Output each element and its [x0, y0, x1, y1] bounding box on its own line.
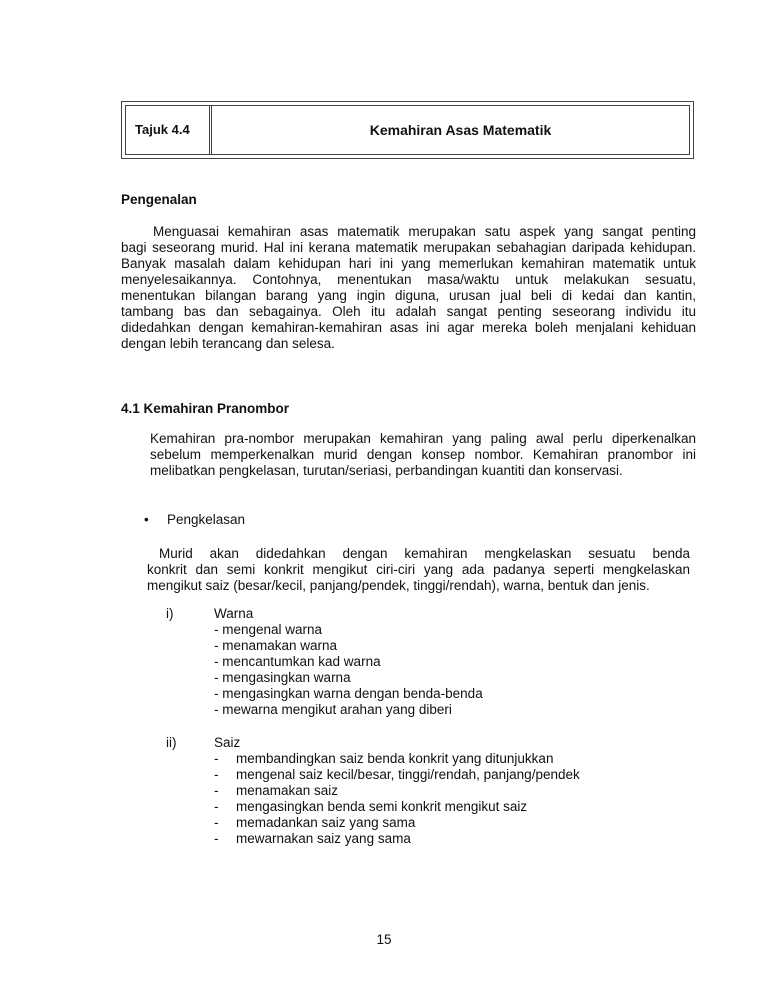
saiz-number: ii) — [166, 735, 177, 750]
intro-line: Banyak masalah dalam kehidupan hari ini yang memerlukan kemahiran matematik untuk — [121, 256, 696, 271]
saiz-item: membandingkan saiz benda konkrit yang ditunjukkan — [236, 751, 554, 766]
topic-header-box — [121, 101, 694, 159]
bullet-label: Pengkelasan — [167, 512, 246, 527]
saiz-dash: - — [214, 751, 219, 766]
warna-item: - mengasingkan warna — [214, 670, 351, 685]
saiz-dash: - — [214, 767, 219, 782]
intro-line: bagi seseorang murid. Hal ini kerana matematik merupakan sebahagian daripada kehidupan. — [121, 240, 696, 255]
intro-line: menyelesaikannya. Contohnya, menentukan masa/waktu untuk melakukan sesuatu, — [121, 272, 696, 287]
intro-line: menentukan bilangan barang yang ingin diguna, urusan jual beli di kedai dan kantin, — [121, 288, 696, 303]
topic-header-inner — [125, 105, 690, 155]
saiz-item: mengasingkan benda semi konkrit mengikut saiz — [236, 799, 528, 814]
saiz-dash: - — [214, 799, 219, 814]
bullet-paragraph — [147, 546, 690, 594]
bullet-symbol: • — [144, 512, 149, 527]
section-paragraph — [150, 431, 696, 479]
section-heading: 4.1 Kemahiran Pranombor — [121, 401, 290, 416]
intro-paragraph — [121, 224, 696, 352]
intro-heading: Pengenalan — [121, 192, 197, 207]
saiz-item: mengenal saiz kecil/besar, tinggi/rendah, panjang/pendek — [236, 767, 580, 782]
page-number: 15 — [376, 932, 392, 947]
warna-item: - mengenal warna — [214, 622, 323, 637]
section-line: Kemahiran pra-nombor merupakan kemahiran yang paling awal perlu diperkenalkan — [150, 431, 696, 446]
saiz-dash: - — [214, 815, 219, 830]
warna-item: - mencantumkan kad warna — [214, 654, 381, 669]
saiz-item: mewarnakan saiz yang sama — [236, 831, 411, 846]
saiz-dash: - — [214, 831, 219, 846]
warna-item: - mewarna mengikut arahan yang diberi — [214, 702, 452, 717]
warna-number: i) — [166, 606, 174, 621]
warna-item: - menamakan warna — [214, 638, 338, 653]
topic-number: Tajuk 4.4 — [126, 106, 212, 154]
bullet-line: konkrit dan semi konkrit mengikut ciri-ciri yang ada padanya seperti mengkelaskan — [147, 562, 690, 577]
bullet-line: mengikut saiz (besar/kecil, panjang/pendek, tinggi/rendah), warna, bentuk dan jenis. — [147, 578, 650, 593]
saiz-item: menamakan saiz — [236, 783, 339, 798]
saiz-item: memadankan saiz yang sama — [236, 815, 416, 830]
warna-title: Warna — [214, 606, 254, 621]
intro-line: dengan lebih terancang dan selesa. — [121, 336, 335, 351]
section-line: melibatkan pengkelasan, turutan/seriasi, perbandingan kuantiti dan konservasi. — [150, 463, 623, 478]
warna-item: - mengasingkan warna dengan benda-benda — [214, 686, 483, 701]
section-line: sebelum memperkenalkan murid dengan konsep nombor. Kemahiran pranombor ini — [150, 447, 696, 462]
bullet-line: Murid akan didedahkan dengan kemahiran mengkelaskan sesuatu benda — [159, 546, 690, 561]
intro-line: didedahkan dengan kemahiran-kemahiran asas ini agar mereka boleh menjalani kehiduan — [121, 320, 696, 335]
saiz-dash: - — [214, 783, 219, 798]
topic-title: Kemahiran Asas Matematik — [369, 122, 552, 138]
saiz-title: Saiz — [214, 735, 241, 750]
intro-line: Menguasai kemahiran asas matematik merupakan satu aspek yang sangat penting — [153, 224, 696, 239]
intro-line: tambang bas dan sebagainya. Oleh itu adalah sangat penting seseorang individu itu — [121, 304, 696, 319]
